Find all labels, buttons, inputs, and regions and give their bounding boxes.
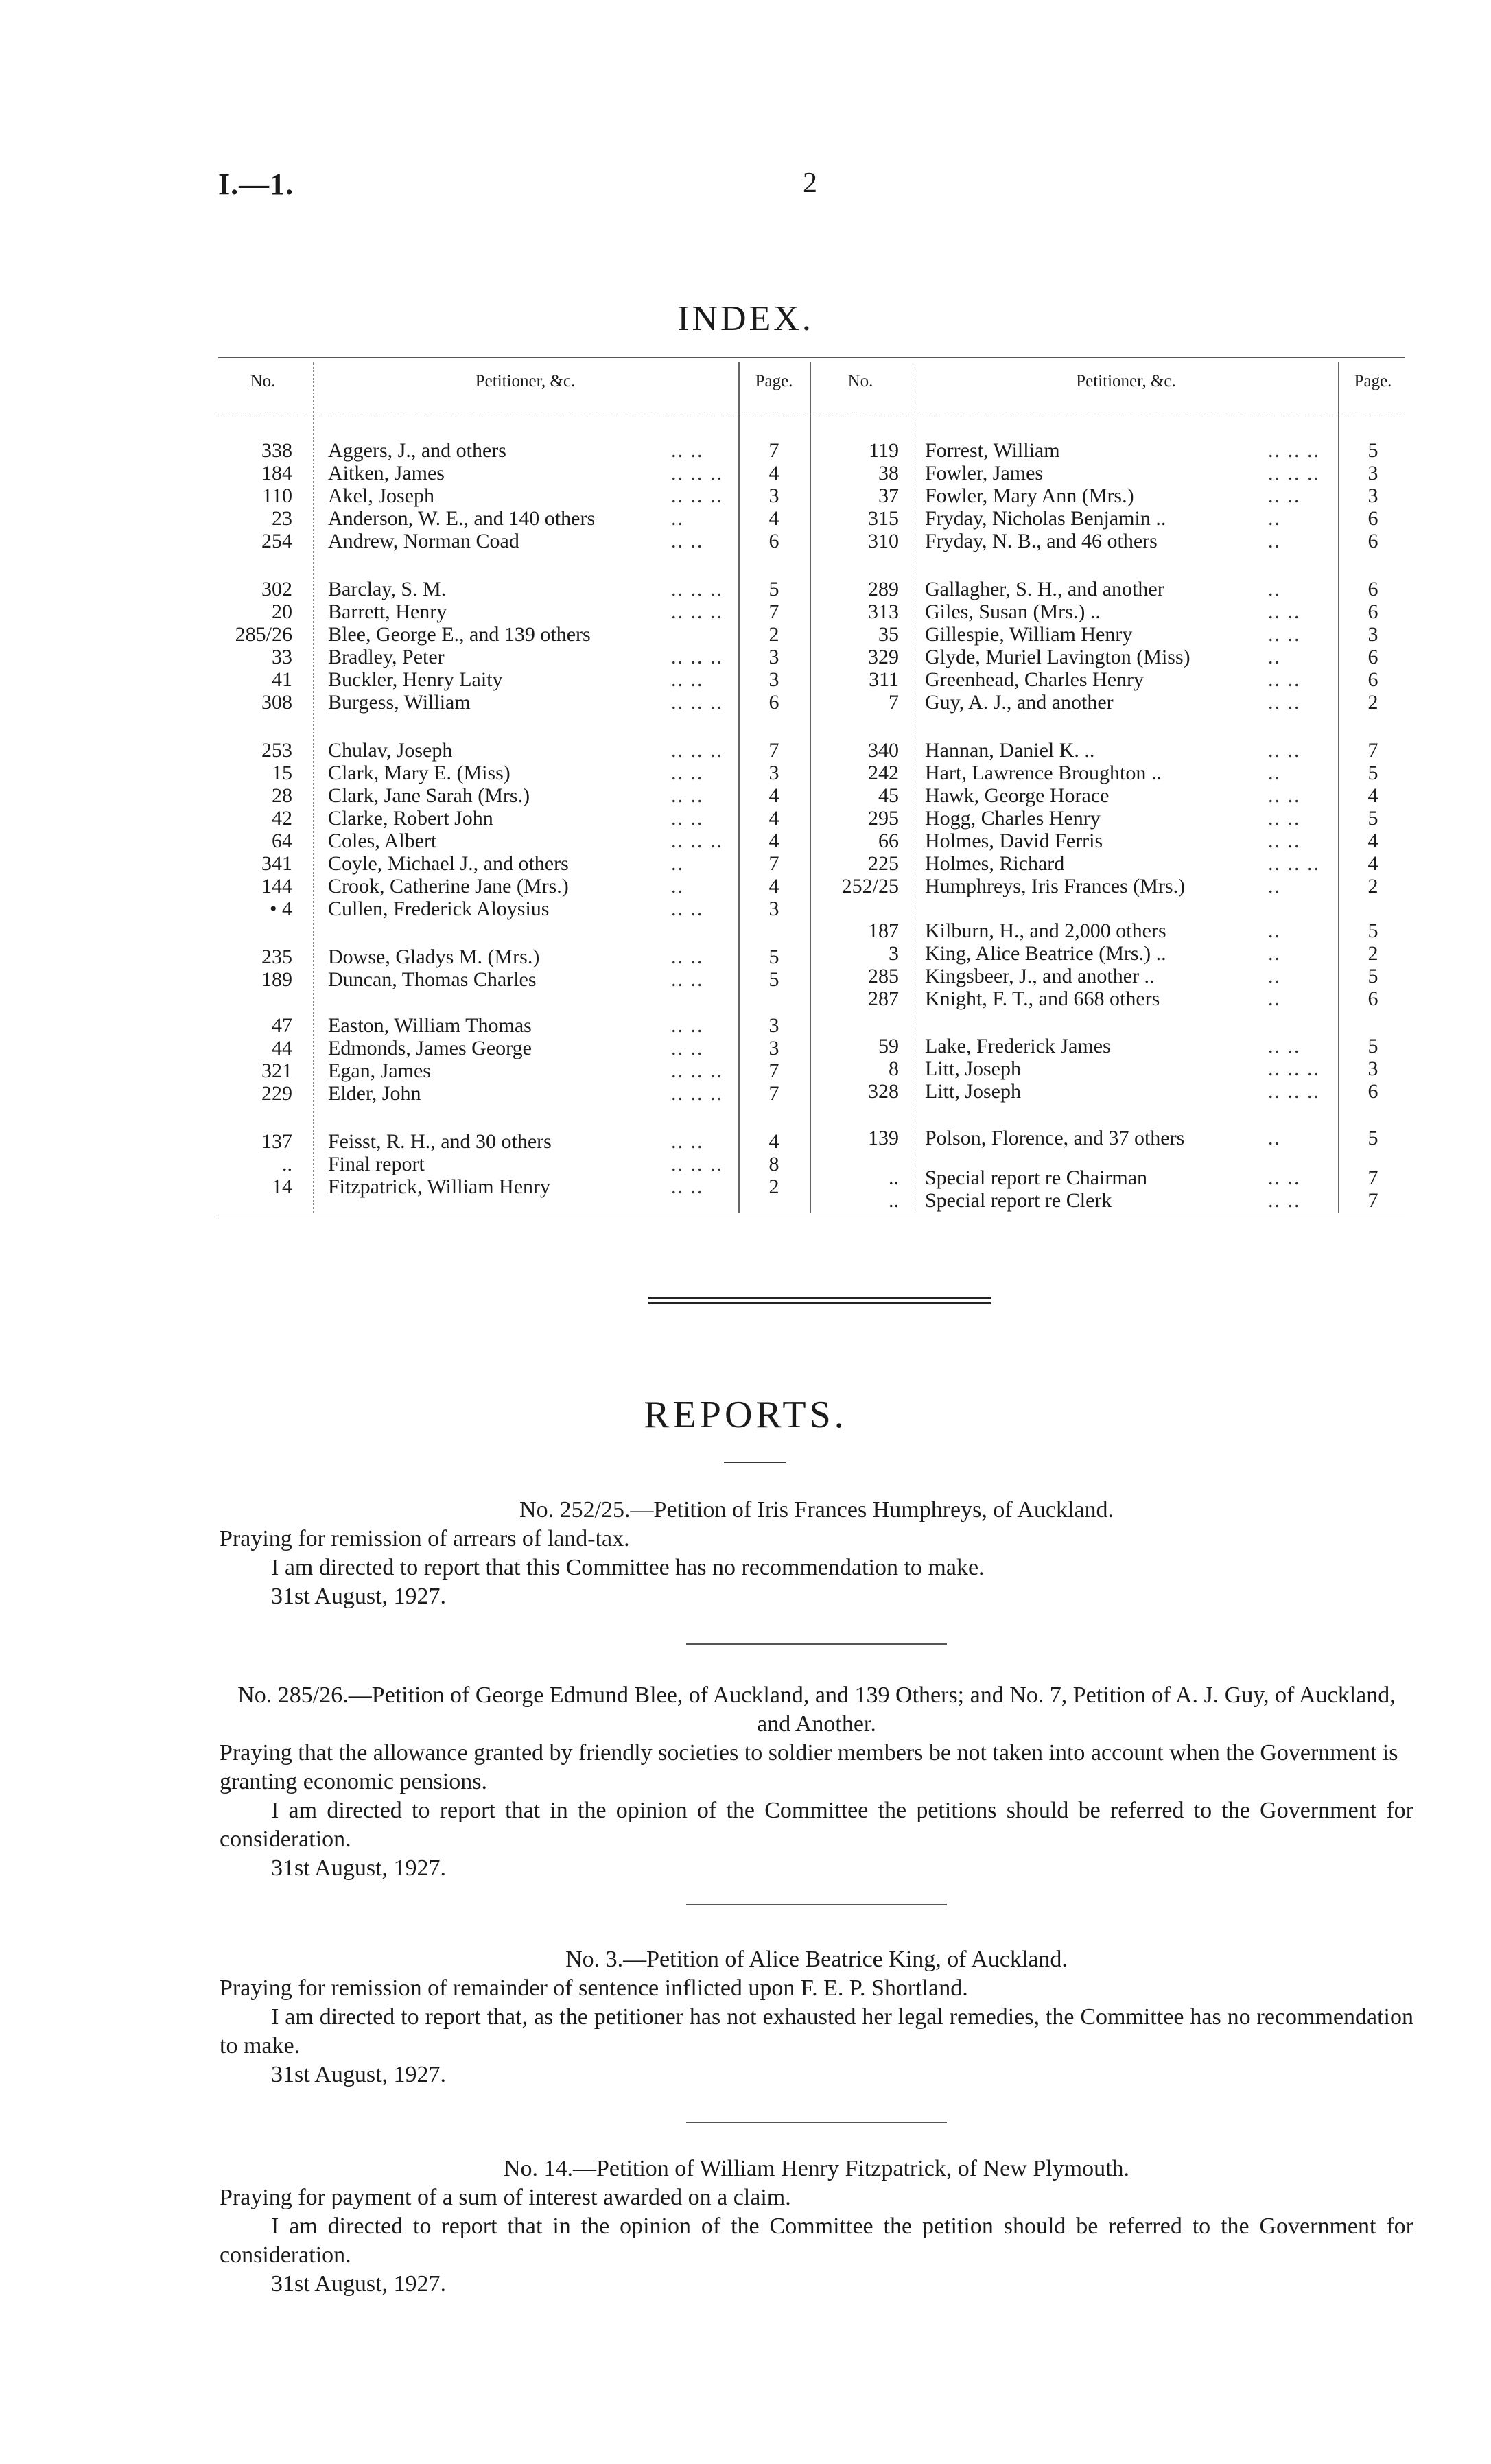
index-row-right <box>218 668 1405 692</box>
page-reference: 5 <box>1367 965 1378 987</box>
page-reference: 4 <box>768 784 779 807</box>
page-reference: 7 <box>1367 739 1378 762</box>
index-number: 139 <box>868 1127 899 1149</box>
header-no-right: No. <box>847 372 873 390</box>
page-reference: 3 <box>768 668 779 691</box>
leader-dots: .. .. <box>671 1175 704 1198</box>
page-reference: 7 <box>768 439 779 462</box>
leader-dots: .. .. <box>671 439 704 462</box>
leader-dots: .. .. .. <box>1268 462 1320 484</box>
leader-dots: .. <box>1268 965 1281 987</box>
petitioner-name: Akel, Joseph <box>328 484 434 507</box>
index-number: 308 <box>261 691 292 714</box>
index-number: 254 <box>261 530 292 552</box>
leader-dots: .. .. <box>1268 484 1301 507</box>
petitioner-name: Feisst, R. H., and 30 others <box>328 1130 552 1153</box>
report-285-26 <box>220 1681 1413 1883</box>
index-row-right <box>218 1035 1405 1058</box>
page-reference: 8 <box>768 1153 779 1175</box>
report-14 <box>220 2155 1413 2299</box>
index-row-right <box>218 507 1405 530</box>
report-date: 31st August, 1927. <box>271 2271 447 2297</box>
index-number: .. <box>282 1153 292 1175</box>
index-number: 14 <box>272 1175 292 1198</box>
page-reference: 6 <box>1367 600 1378 623</box>
page-reference: 5 <box>1367 439 1378 462</box>
leader-dots: .. .. <box>671 1037 704 1059</box>
leader-dots: .. <box>1268 919 1281 942</box>
leader-dots: .. .. <box>671 668 704 691</box>
page-reference: 3 <box>768 762 779 784</box>
index-number: 42 <box>272 807 292 830</box>
leader-dots: .. .. .. <box>671 600 723 623</box>
page-reference: 7 <box>768 852 779 875</box>
report-separator <box>686 2122 947 2123</box>
leader-dots: .. .. .. <box>671 1059 723 1082</box>
page-reference: 6 <box>1367 1080 1378 1103</box>
reports-separator <box>648 1297 991 1304</box>
leader-dots: .. .. <box>671 762 704 784</box>
petitioner-name: Clark, Jane Sarah (Mrs.) <box>328 784 530 807</box>
reports-title-underline <box>724 1462 786 1463</box>
petitioner-name: Fitzpatrick, William Henry <box>328 1175 550 1198</box>
index-row-right <box>218 1080 1405 1103</box>
report-body: I am directed to report that in the opinion of the Committee the petitions should be referred to the Government for consideration. <box>220 1798 1413 1852</box>
leader-dots: .. .. .. <box>671 1153 723 1175</box>
index-number: 295 <box>868 807 899 830</box>
leader-dots: .. .. .. <box>671 484 723 507</box>
petitioner-name: Easton, William Thomas <box>328 1014 532 1037</box>
leader-dots: .. .. <box>671 1014 704 1037</box>
index-number: 187 <box>868 919 899 942</box>
index-number: 28 <box>272 784 292 807</box>
index-number: • 4 <box>269 897 292 920</box>
petitioner-name: Kilburn, H., and 2,000 others <box>925 919 1166 942</box>
page-reference: 5 <box>768 578 779 600</box>
petitioner-name: Fowler, James <box>925 462 1044 484</box>
leader-dots: .. <box>1268 1127 1281 1149</box>
report-body: I am directed to report that in the opinion of the Committee the petition should be referred to the Government for consideration. <box>220 2214 1413 2268</box>
leader-dots: .. <box>671 507 684 530</box>
petitioner-name: Litt, Joseph <box>925 1057 1021 1080</box>
petitioner-name: Cullen, Frederick Aloysius <box>328 897 550 920</box>
header-page-left: Page. <box>755 372 793 390</box>
petitioner-name: Polson, Florence, and 37 others <box>925 1127 1185 1149</box>
leader-dots: .. .. <box>671 1130 704 1153</box>
leader-dots: .. <box>1268 507 1281 530</box>
index-row-right <box>218 762 1405 785</box>
leader-dots: .. .. <box>671 530 704 552</box>
leader-dots: .. <box>1268 875 1281 897</box>
leader-dots: .. .. .. <box>671 830 723 852</box>
leader-dots: .. .. <box>1268 623 1301 646</box>
header-petitioner-right: Petitioner, &c. <box>1076 372 1176 390</box>
petitioner-name: Forrest, William <box>925 439 1060 462</box>
page-reference: 6 <box>1367 646 1378 668</box>
petitioner-name: Humphreys, Iris Frances (Mrs.) <box>925 875 1186 897</box>
petitioner-name: Final report <box>328 1153 425 1175</box>
leader-dots: .. .. <box>1268 1035 1301 1057</box>
petitioner-name: Bradley, Peter <box>328 646 445 668</box>
page-reference: 4 <box>1367 852 1378 875</box>
index-row-right <box>218 852 1405 876</box>
petitioner-name: Aitken, James <box>328 462 445 484</box>
leader-dots: .. <box>1268 762 1281 784</box>
petitioner-name: Litt, Joseph <box>925 1080 1021 1103</box>
index-table <box>218 357 1405 1223</box>
index-title: INDEX. <box>677 299 814 338</box>
index-row-right <box>218 942 1405 965</box>
reports-title: REPORTS. <box>644 1394 847 1436</box>
petitioner-name: Burgess, William <box>328 691 471 714</box>
report-praying: Praying that the allowance granted by friendly societies to soldier members be not taken into account when the Government is granting economic pensions. <box>220 1740 1398 1794</box>
index-number: 7 <box>889 691 899 714</box>
page-reference: 3 <box>768 897 779 920</box>
petitioner-name: Holmes, David Ferris <box>925 830 1103 852</box>
index-number: 225 <box>868 852 899 875</box>
index-number: 329 <box>868 646 899 668</box>
petitioner-name: Fowler, Mary Ann (Mrs.) <box>925 484 1134 507</box>
index-number: 119 <box>869 439 899 462</box>
petitioner-name: Lake, Frederick James <box>925 1035 1111 1057</box>
page-reference: 3 <box>1367 484 1378 507</box>
report-heading: No. 252/25.—Petition of Iris Frances Humphreys, of Auckland. <box>519 1497 1114 1523</box>
petitioner-name: Gallagher, S. H., and another <box>925 578 1164 600</box>
page-reference: 3 <box>768 646 779 668</box>
index-row-left <box>218 1014 1405 1037</box>
petitioner-name: Chulav, Joseph <box>328 739 453 762</box>
index-number: 310 <box>868 530 899 552</box>
petitioner-name: Hannan, Daniel K. .. <box>925 739 1095 762</box>
report-separator <box>686 1904 947 1905</box>
index-number: 242 <box>868 762 899 784</box>
page-reference: 4 <box>1367 784 1378 807</box>
page-reference: 5 <box>768 946 779 968</box>
petitioner-name: Clark, Mary E. (Miss) <box>328 762 510 784</box>
index-row-left <box>218 897 1405 921</box>
leader-dots: .. .. <box>671 968 704 991</box>
leader-dots: .. .. .. <box>671 739 723 762</box>
leader-dots: .. .. <box>1268 600 1301 623</box>
leader-dots: .. <box>1268 646 1281 668</box>
petitioner-name: Knight, F. T., and 668 others <box>925 987 1160 1010</box>
index-number: 184 <box>261 462 292 484</box>
index-row-right <box>218 1127 1405 1150</box>
petitioner-name: Anderson, W. E., and 140 others <box>328 507 596 530</box>
leader-dots: .. .. <box>1268 830 1301 852</box>
leader-dots: .. .. <box>1268 739 1301 762</box>
leader-dots: .. <box>671 875 684 897</box>
index-number: 35 <box>878 623 899 646</box>
report-praying: Praying for remission of arrears of land-tax. <box>220 1526 630 1551</box>
page-reference: 3 <box>768 1014 779 1037</box>
page-reference: 5 <box>1367 762 1378 784</box>
report-252-25 <box>220 1496 1413 1611</box>
petitioner-name: Special report re Clerk <box>925 1189 1112 1212</box>
page-reference: 5 <box>1367 1127 1378 1149</box>
petitioner-name: Duncan, Thomas Charles <box>328 968 537 991</box>
index-number: 287 <box>868 987 899 1010</box>
report-praying: Praying for remission of remainder of sentence inflicted upon F. E. P. Shortland. <box>220 1975 968 2001</box>
index-row-right <box>218 462 1405 485</box>
petitioner-name: Aggers, J., and others <box>328 439 506 462</box>
page-reference: 5 <box>1367 919 1378 942</box>
page-reference: 2 <box>768 623 779 646</box>
leader-dots: .. .. <box>671 897 704 920</box>
index-number: 45 <box>878 784 899 807</box>
page-reference: 7 <box>768 600 779 623</box>
index-number: 235 <box>261 946 292 968</box>
index-top-rule <box>218 357 1405 358</box>
leader-dots: .. .. .. <box>1268 439 1320 462</box>
page-reference: 2 <box>1367 942 1378 965</box>
index-number: 137 <box>261 1130 292 1153</box>
page-reference: 2 <box>1367 875 1378 897</box>
index-number: 302 <box>261 578 292 600</box>
page-reference: 4 <box>768 462 779 484</box>
leader-dots: .. <box>671 852 684 875</box>
page-reference: 4 <box>768 807 779 830</box>
index-row-right <box>218 739 1405 762</box>
petitioner-name: Edmonds, James George <box>328 1037 532 1059</box>
index-number: 289 <box>868 578 899 600</box>
petitioner-name: Holmes, Richard <box>925 852 1065 875</box>
leader-dots: .. .. <box>1268 1166 1301 1189</box>
page-reference: 3 <box>768 484 779 507</box>
index-row-right <box>218 484 1405 508</box>
index-row-right <box>218 691 1405 714</box>
petitioner-name: Andrew, Norman Coad <box>328 530 519 552</box>
index-row-right <box>218 600 1405 624</box>
report-heading: No. 3.—Petition of Alice Beatrice King, of Auckland. <box>565 1947 1068 1972</box>
index-number: .. <box>889 1189 899 1212</box>
index-number: 285/26 <box>235 623 292 646</box>
page-reference: 2 <box>768 1175 779 1198</box>
leader-dots: .. .. <box>671 784 704 807</box>
index-number: 38 <box>878 462 899 484</box>
index-number: 321 <box>261 1059 292 1082</box>
report-separator <box>686 1643 947 1645</box>
petitioner-name: Dowse, Gladys M. (Mrs.) <box>328 946 540 968</box>
leader-dots: .. .. <box>671 807 704 830</box>
index-number: 41 <box>272 668 292 691</box>
petitioner-name: Gillespie, William Henry <box>925 623 1133 646</box>
page-reference: 7 <box>768 1082 779 1105</box>
leader-dots: .. <box>1268 578 1281 600</box>
page-reference: 6 <box>1367 507 1378 530</box>
petitioner-name: Guy, A. J., and another <box>925 691 1114 714</box>
header-no-left: No. <box>250 372 276 390</box>
petitioner-name: Coles, Albert <box>328 830 437 852</box>
petitioner-name: Buckler, Henry Laity <box>328 668 503 691</box>
index-number: 44 <box>272 1037 292 1059</box>
leader-dots: .. .. .. <box>671 462 723 484</box>
page-reference: 6 <box>1367 668 1378 691</box>
petitioner-name: Egan, James <box>328 1059 431 1082</box>
index-number: 313 <box>868 600 899 623</box>
petitioner-name: Kingsbeer, J., and another .. <box>925 965 1155 987</box>
petitioner-name: Hawk, George Horace <box>925 784 1110 807</box>
index-number: .. <box>889 1166 899 1189</box>
page-reference: 4 <box>768 830 779 852</box>
index-number: 59 <box>878 1035 899 1057</box>
page-reference: 6 <box>1367 530 1378 552</box>
page-reference: 6 <box>1367 578 1378 600</box>
report-body: I am directed to report that this Committee has no recommendation to make. <box>271 1555 985 1580</box>
header-page-right: Page. <box>1354 372 1392 390</box>
page-reference: 3 <box>1367 462 1378 484</box>
leader-dots: .. .. .. <box>1268 1057 1320 1080</box>
report-praying: Praying for payment of a sum of interest awarded on a claim. <box>220 2185 791 2210</box>
leader-dots: .. .. .. <box>671 691 723 714</box>
header-petitioner-left: Petitioner, &c. <box>475 372 576 390</box>
index-number: 252/25 <box>841 875 899 897</box>
leader-dots: .. .. <box>1268 1189 1301 1212</box>
index-number: 37 <box>878 484 899 507</box>
page-reference: 2 <box>1367 691 1378 714</box>
petitioner-name: Hogg, Charles Henry <box>925 807 1101 830</box>
petitioner-name: Clarke, Robert John <box>328 807 493 830</box>
report-date: 31st August, 1927. <box>271 2062 447 2087</box>
index-number: 341 <box>261 852 292 875</box>
report-3 <box>220 1945 1413 2089</box>
index-row-right <box>218 439 1405 462</box>
document-reference: I.—1. <box>218 167 294 201</box>
index-row-right <box>218 830 1405 853</box>
petitioner-name: Barrett, Henry <box>328 600 447 623</box>
leader-dots: .. <box>1268 530 1281 552</box>
leader-dots: .. <box>1268 987 1281 1010</box>
report-heading: No. 14.—Petition of William Henry Fitzpatrick, of New Plymouth. <box>503 2156 1130 2181</box>
page-reference: 4 <box>768 507 779 530</box>
petitioner-name: Greenhead, Charles Henry <box>925 668 1144 691</box>
page-reference: 5 <box>1367 807 1378 830</box>
page-reference: 7 <box>1367 1189 1378 1212</box>
index-row-right <box>218 784 1405 808</box>
index-number: 23 <box>272 507 292 530</box>
index-row-right <box>218 646 1405 669</box>
petitioner-name: Barclay, S. M. <box>328 578 447 600</box>
index-number: 328 <box>868 1080 899 1103</box>
index-number: 110 <box>262 484 292 507</box>
page-reference: 6 <box>768 530 779 552</box>
index-number: 229 <box>261 1082 292 1105</box>
index-row-right <box>218 875 1405 898</box>
index-number: 8 <box>889 1057 899 1080</box>
index-row-right <box>218 530 1405 553</box>
petitioner-name: Blee, George E., and 139 others <box>328 623 591 646</box>
page-reference: 4 <box>768 1130 779 1153</box>
page-reference: 5 <box>768 968 779 991</box>
page-reference: 7 <box>768 1059 779 1082</box>
report-body: I am directed to report that, as the petitioner has not exhausted her legal remedies, the Committee has no recommendation to make. <box>220 2004 1413 2058</box>
leader-dots: .. .. .. <box>671 578 723 600</box>
index-row-right <box>218 578 1405 601</box>
leader-dots: .. .. .. <box>671 1082 723 1105</box>
petitioner-name: Glyde, Muriel Lavington (Miss) <box>925 646 1190 668</box>
petitioner-name: King, Alice Beatrice (Mrs.) .. <box>925 942 1166 965</box>
index-number: 64 <box>272 830 292 852</box>
page-reference: 3 <box>768 1037 779 1059</box>
petitioner-name: Special report re Chairman <box>925 1166 1148 1189</box>
index-number: 20 <box>272 600 292 623</box>
report-date: 31st August, 1927. <box>271 1584 447 1609</box>
page-reference: 4 <box>768 875 779 897</box>
index-number: 315 <box>868 507 899 530</box>
leader-dots: .. .. <box>1268 807 1301 830</box>
index-number: 66 <box>878 830 899 852</box>
petitioner-name: Elder, John <box>328 1082 421 1105</box>
index-number: 33 <box>272 646 292 668</box>
page-number: 2 <box>803 167 817 199</box>
page-reference: 5 <box>1367 1035 1378 1057</box>
index-row-right <box>218 1189 1405 1212</box>
leader-dots: .. .. <box>1268 668 1301 691</box>
leader-dots: .. .. <box>1268 691 1301 714</box>
report-date: 31st August, 1927. <box>271 1855 447 1881</box>
petitioner-name: Fryday, N. B., and 46 others <box>925 530 1158 552</box>
index-row-right <box>218 987 1405 1011</box>
petitioner-name: Giles, Susan (Mrs.) .. <box>925 600 1101 623</box>
index-number: 340 <box>868 739 899 762</box>
leader-dots: .. .. .. <box>1268 852 1320 875</box>
index-number: 3 <box>889 942 899 965</box>
index-number: 338 <box>261 439 292 462</box>
leader-dots: .. .. <box>671 946 704 968</box>
page-reference: 7 <box>768 739 779 762</box>
petitioner-name: Coyle, Michael J., and others <box>328 852 569 875</box>
index-number: 189 <box>261 968 292 991</box>
leader-dots: .. .. <box>1268 784 1301 807</box>
leader-dots: .. .. .. <box>1268 1080 1320 1103</box>
page-reference: 4 <box>1367 830 1378 852</box>
page-reference: 6 <box>768 691 779 714</box>
index-row-right <box>218 965 1405 988</box>
index-number: 253 <box>261 739 292 762</box>
petitioner-name: Crook, Catherine Jane (Mrs.) <box>328 875 569 897</box>
report-heading: No. 285/26.—Petition of George Edmund Blee, of Auckland, and 139 Others; and No. 7, Petition of A. J. Guy, of Auckland, and Another. <box>237 1682 1396 1737</box>
index-number: 144 <box>261 875 292 897</box>
index-number: 15 <box>272 762 292 784</box>
index-row-right <box>218 1057 1405 1081</box>
index-row-right <box>218 919 1405 943</box>
index-number: 285 <box>868 965 899 987</box>
page-reference: 3 <box>1367 623 1378 646</box>
leader-dots: .. .. .. <box>671 646 723 668</box>
page-reference: 6 <box>1367 987 1378 1010</box>
index-number: 311 <box>869 668 899 691</box>
index-row-right <box>218 623 1405 646</box>
petitioner-name: Fryday, Nicholas Benjamin .. <box>925 507 1166 530</box>
petitioner-name: Hart, Lawrence Broughton .. <box>925 762 1162 784</box>
page-reference: 3 <box>1367 1057 1378 1080</box>
leader-dots: .. <box>1268 942 1281 965</box>
index-row-right <box>218 1166 1405 1190</box>
page-reference: 7 <box>1367 1166 1378 1189</box>
index-number: 47 <box>272 1014 292 1037</box>
index-row-right <box>218 807 1405 830</box>
